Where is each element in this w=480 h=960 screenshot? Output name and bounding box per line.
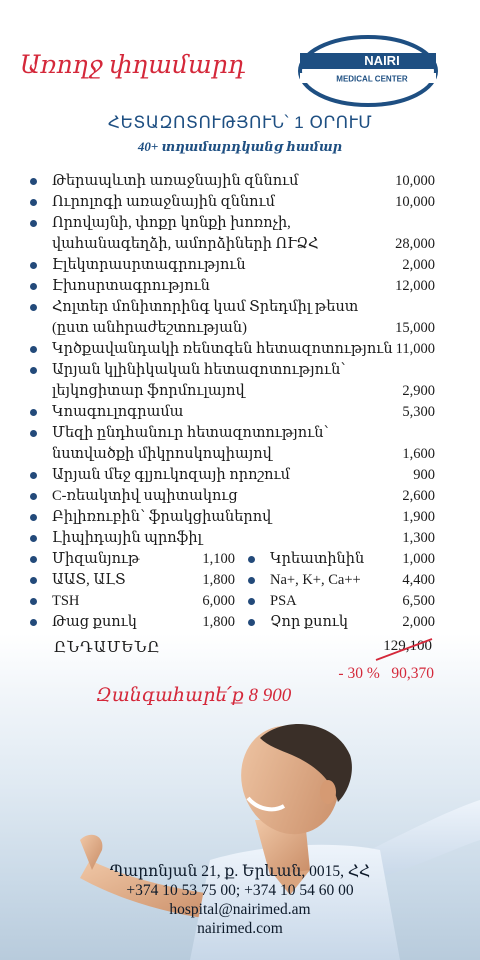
total-label: ԸՆԴԱՄԵՆԸ [54,640,161,656]
bullet-icon [30,598,37,605]
service-name: Որովայնի, փոքր կոնքի խոռոչի, [52,215,291,231]
lab-test-item [30,591,235,612]
service-item [30,192,435,213]
lab-test-item [30,549,235,570]
service-name: Կրծքավանդակի ռենտգեն հետազոտություն [52,341,393,357]
bullet-icon [30,535,37,542]
bullet-icon [248,556,255,563]
service-price: 2,900 [402,383,435,399]
lab-test-item [248,591,435,612]
service-price: 900 [413,467,435,483]
bullet-icon [248,598,255,605]
service-item [30,528,435,549]
lab-test-name: Կրեատինին [270,551,365,567]
headline: Առողջ փղամարդ [20,52,246,79]
service-price: 5,300 [402,404,435,420]
service-price: 1,600 [402,446,435,462]
service-price: 12,000 [395,278,435,294]
strikethrough-mark [374,636,434,662]
service-price: 28,000 [395,236,435,252]
service-price: 2,000 [402,257,435,273]
service-price: 1,900 [402,509,435,525]
service-name: Կոագուլոգրամա [52,404,184,420]
bullet-icon [30,493,37,500]
discount-percent: - 30 % [338,665,380,682]
lab-test-item [30,612,235,633]
final-price: 90,370 [391,665,434,682]
discount-line [300,665,434,683]
bullet-icon [30,556,37,563]
bullet-icon [30,619,37,626]
address: Պարոնյան 21, ք. Երևան, 0015, ՀՀ [109,863,371,880]
service-price: 11,000 [395,341,435,357]
service-name: C-ռեակտիվ սպիտակուց [52,488,238,504]
service-item [30,360,435,402]
service-price: 2,600 [402,488,435,504]
service-price: 1,300 [402,530,435,546]
call-to-action: Զանգահարե՛ք 8 900 [96,685,292,706]
lab-test-item [248,549,435,570]
lab-test-name: PSA [270,593,297,609]
lab-test-item [248,570,435,591]
bullet-icon [30,514,37,521]
service-name: Բիլիռուբին՝ ֆրակցիաներով [52,509,272,525]
contact-footer [0,862,480,938]
service-name: Թերապևտի առաջնային զննում [52,173,299,189]
lab-test-name: Միզանյութ [52,551,140,567]
package-subtitle: 40+ տղամարդկանց համար [137,139,343,154]
bullet-icon [30,283,37,290]
bullet-icon [30,430,37,437]
lab-test-price: 4,400 [402,572,435,588]
lab-test-item [30,570,235,591]
service-price: 10,000 [395,194,435,210]
email[interactable]: hospital@nairimed.am [169,901,311,918]
service-item [30,402,435,423]
lab-test-item [248,612,435,633]
bullet-icon [30,409,37,416]
service-item [30,213,435,255]
bullet-icon [248,619,255,626]
nairi-logo [298,33,438,109]
service-item [30,507,435,528]
lab-test-name: Թաց քսուկ [52,614,137,630]
service-name: Մեզի ընդհանուր հետազոտություն՝ [52,425,329,441]
service-item [30,276,435,297]
bullet-icon [30,304,37,311]
service-name: (ըստ անհրաժեշտության) [52,320,247,336]
service-item [30,297,435,339]
lab-test-price: 6,500 [402,593,435,609]
logo-subtitle: MEDICAL CENTER [336,74,408,84]
bullet-icon [30,178,37,185]
service-name: Հոլտեր մոնիտորինգ կամ Տրեդմիլ թեստ [52,299,359,315]
lab-test-price: 1,000 [402,551,435,567]
total-original-price: 129,100 [383,638,432,654]
lab-test-name: TSH [52,593,80,609]
bullet-icon [30,577,37,584]
lab-test-price: 1,800 [202,614,235,630]
bullet-icon [30,262,37,269]
phone-numbers[interactable]: +374 10 53 75 00; +374 10 54 60 00 [126,882,354,899]
service-name: լեյկոցիտար ֆորմուլայով [52,383,245,399]
service-item [30,339,435,360]
bullet-icon [248,577,255,584]
service-name: Էխոսրտագրություն [52,278,210,294]
service-name: Ուրոլոգի առաջնային զննում [52,194,275,210]
service-name: Լիպիդային պրոֆիլ [52,530,203,546]
lab-test-price: 1,800 [202,572,235,588]
bullet-icon [30,472,37,479]
website[interactable]: nairimed.com [197,920,283,937]
lab-test-name: ԱԱՏ, ԱԼՏ [52,572,126,588]
service-price: 10,000 [395,173,435,189]
service-item [30,171,435,192]
lab-test-price: 1,100 [202,551,235,567]
service-name: Արյան մեջ գլյուկոզայի որոշում [52,467,290,483]
service-item [30,423,435,465]
logo-name: NAIRI [364,53,400,68]
bullet-icon [30,199,37,206]
bullet-icon [30,346,37,353]
bullet-icon [30,367,37,374]
service-name: վահանագեղձի, ամորձիների ՈՒՁՀ [52,236,319,252]
service-item [30,486,435,507]
package-title: ՀԵՏԱԶՈՏՈՒԹՅՈՒՆ՝ 1 ՕՐՈՒՄ [107,113,373,132]
lab-test-price: 6,000 [202,593,235,609]
service-name: Արյան կլինիկական հետազոտություն՝ [52,362,346,378]
service-name: նստվածքի միկրոսկոպիայով [52,446,272,462]
service-item [30,465,435,486]
service-name: Էլեկտրասրտագրություն [52,257,246,273]
bullet-icon [30,220,37,227]
lab-test-price: 2,000 [402,614,435,630]
service-price: 15,000 [395,320,435,336]
lab-test-name: Na+, K+, Ca++ [270,572,361,588]
service-item [30,255,435,276]
lab-test-name: Չոր քսուկ [270,614,349,630]
